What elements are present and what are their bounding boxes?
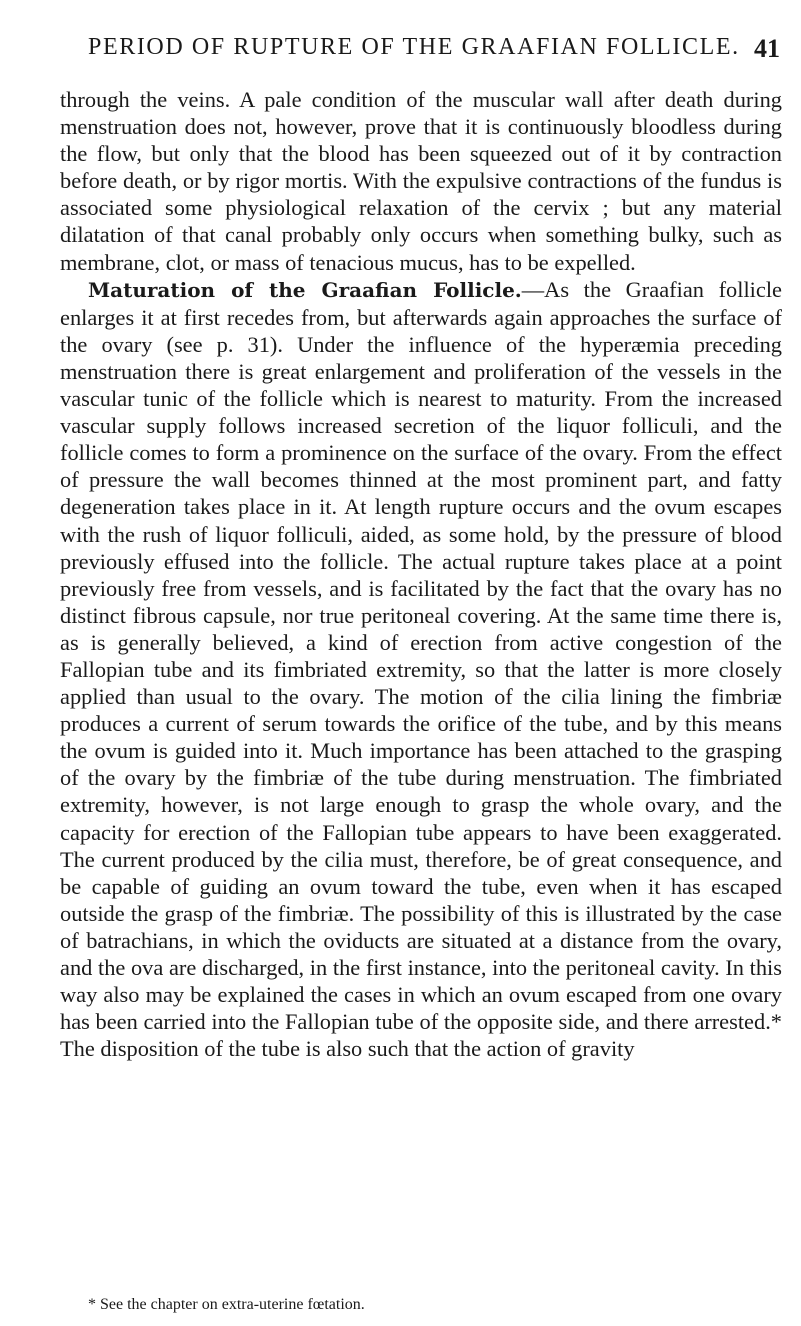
- footnote: * See the chapter on extra-uterine fœtation.: [88, 1296, 365, 1313]
- running-head-title: PERIOD OF RUPTURE OF THE GRAAFIAN FOLLICLE.: [88, 34, 740, 60]
- paragraph-continuation: through the veins. A pale condition of the muscular wall after death during menstruation does not, however, prove that it is continuously bloodless during the flow, but only that the blood has been squeezed out of it by contraction before death, or by rigor mortis. With the expulsive contractions of the fundus is associated some physiological relaxation of the cervix ; but any material dilatation of that canal probably only occurs when something bulky, such as membrane, clot, or mass of tenacious mucus, has to be expelled.: [60, 87, 782, 275]
- body-text: [60, 86, 782, 1062]
- running-header: [60, 34, 780, 74]
- section-heading: Maturation of the Graafian Follicle.: [88, 277, 522, 302]
- paragraph-maturation: [60, 276, 782, 1063]
- book-page: [60, 0, 780, 1326]
- page-number: 41: [754, 34, 780, 63]
- paragraph-text: —As the Graafian follicle enlarges it at first recedes from, but afterwards again approaches the surface of the ovary (see p. 31). Under the influence of the hyperæmia preceding menstruation there is great enlargement and proliferation of the vessels in the vascular tunic of the follicle which is nearest to maturity. From the increased vascular supply follows increased secretion of the liquor folliculi, and the follicle comes to form a prominence on the surface of the ovary. From the effect of pressure the wall becomes thinned at the most prominent part, and fatty degeneration takes place in it. At length rupture occurs and the ovum escapes with the rush of liquor folliculi, aided, as some hold, by the pressure of blood previously effused into the follicle. The actual rupture takes place at a point previously free from vessels, and is facilitated by the fact that the ovary has no distinct fibrous capsule, nor true peritoneal covering. At the same time there is, as is generally believed, a kind of erection from active congestion of the Fallopian tube and its fimbriated extremity, so that the latter is more closely applied than usual to the ovary. The motion of the cilia lining the fimbriæ produces a current of serum towards the orifice of the tube, and by this means the ovum is guided into it. Much importance has been attached to the grasping of the ovary by the fimbriæ of the tube during menstruation. The fimbriated extremity, however, is not large enough to grasp the whole ovary, and the capacity for erection of the Fallopian tube appears to have been exaggerated. The current produced by the cilia must, therefore, be of great consequence, and be capable of guiding an ovum toward the tube, even when it has escaped outside the grasp of the fimbriæ. The possibility of this is illustrated by the case of batrachians, in which the oviducts are situated at a distance from the ovary, and the ova are discharged, in the first instance, into the peritoneal cavity. In this way also may be explained the cases in which an ovum escaped from one ovary has been carried into the Fallopian tube of the opposite side, and there arrested.* The disposition of the tube is also such that the action of gravity: [60, 276, 782, 1062]
